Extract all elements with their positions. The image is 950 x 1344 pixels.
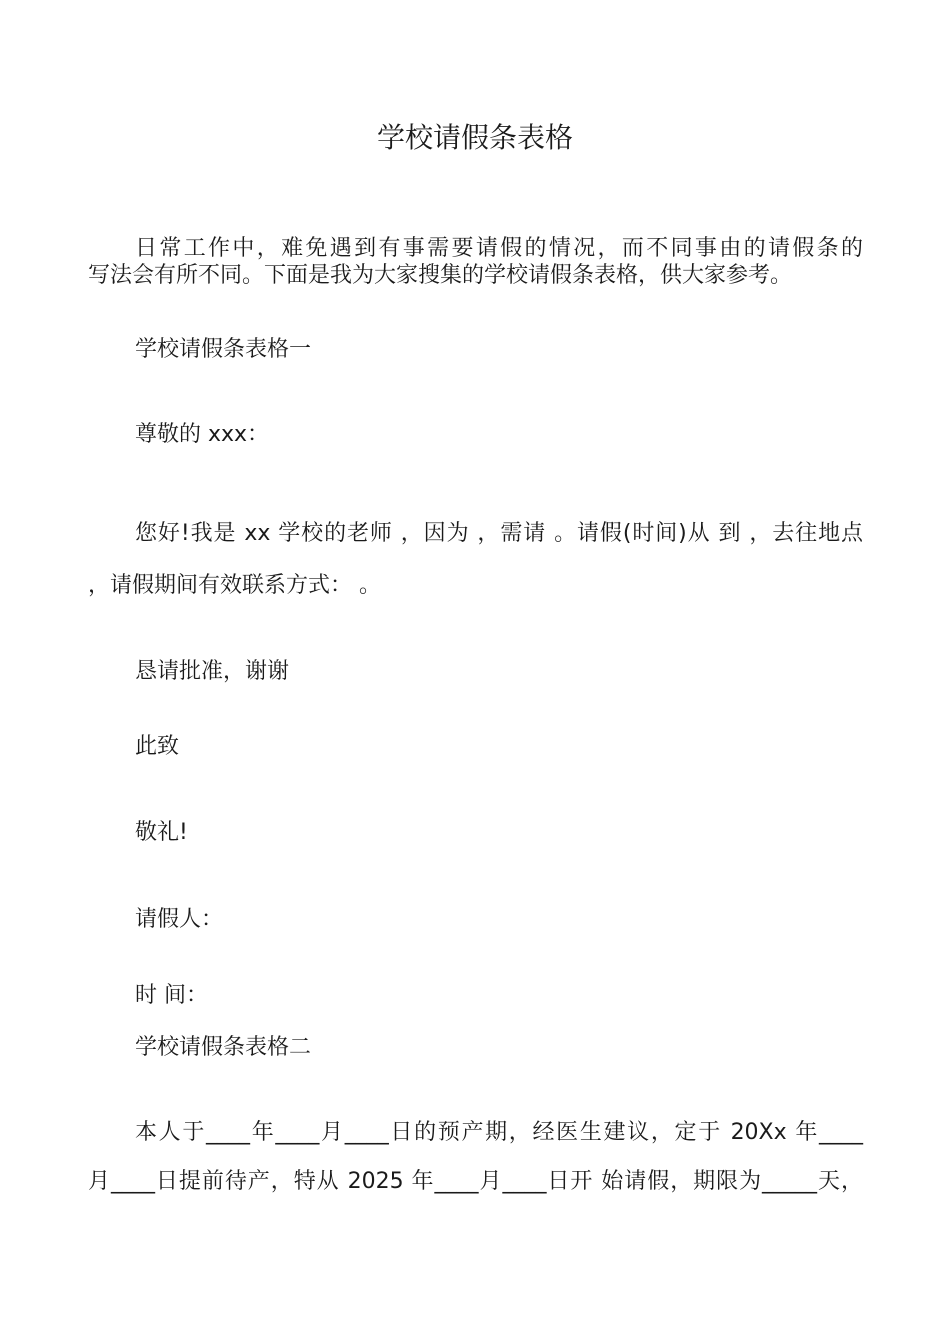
form1-request: 恳请批准，谢谢 <box>135 659 290 684</box>
form1-time-label: 时 间： <box>135 983 208 1008</box>
form1-heading: 学校请假条表格一 <box>135 337 312 362</box>
form1-body-line-1: 您好!我是 xx 学校的老师 ，因为 ，需请 。请假(时间)从 到 ，去往地点 <box>135 521 863 546</box>
form1-closing-2: 敬礼! <box>135 820 188 845</box>
page-title: 学校请假条表格 <box>376 121 573 154</box>
form1-salutation: 尊敬的 xxx： <box>135 422 270 447</box>
form1-body-line-2: ，请假期间有效联系方式： 。 <box>88 573 381 598</box>
intro-line-2: 写法会有所不同。下面是我为大家搜集的学校请假条表格，供大家参考。 <box>88 263 793 288</box>
form2-heading: 学校请假条表格二 <box>135 1035 312 1060</box>
form2-body-line-2: 月____日提前待产，特从 2025 年____月____日开 始请假，期限为_____天， <box>88 1169 863 1194</box>
form2-body-line-1: 本人于____年____月____日的预产期，经医生建议，定于 20Xx 年____ <box>135 1120 863 1145</box>
intro-line-1: 日常工作中，难免遇到有事需要请假的情况，而不同事由的请假条的 <box>135 236 863 261</box>
form1-closing-1: 此致 <box>135 734 180 759</box>
form1-applicant-label: 请假人： <box>135 907 224 932</box>
